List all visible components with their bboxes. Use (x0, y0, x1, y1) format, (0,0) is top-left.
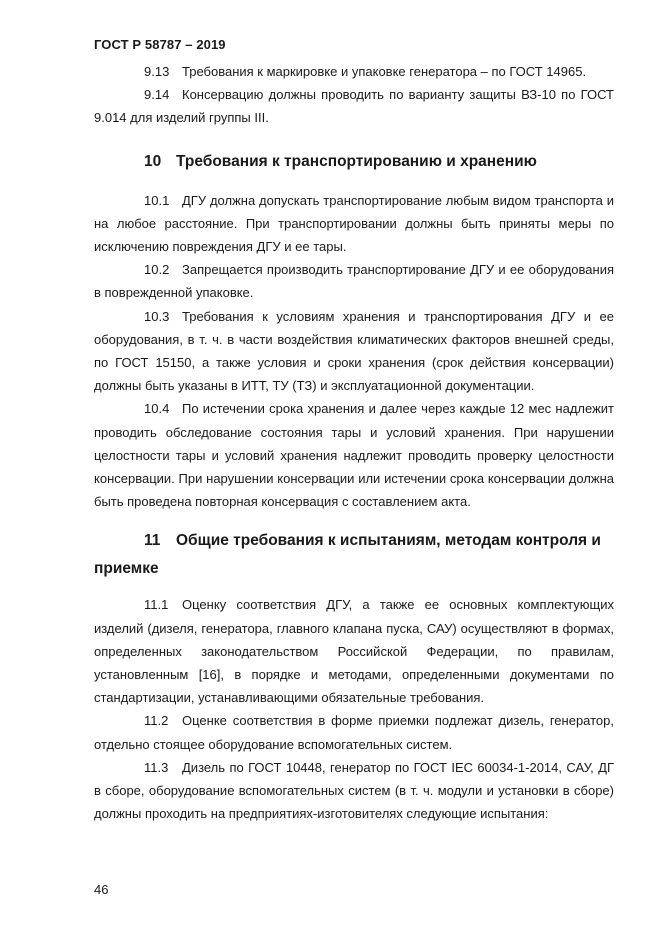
clause-text: ДГУ должна допускать транспортирование любым видом транспорта и на любое расстояние. При транспортировании должны быть приняты меры по исключению повреждения ДГУ и ее тары. (94, 192, 614, 255)
clause-number: 9.14 (144, 87, 170, 103)
section-10-heading (94, 148, 614, 176)
clause-11-2 (94, 709, 614, 755)
document-header: ГОСТ Р 58787 – 2019 (94, 37, 226, 52)
clause-number: 10.2 (144, 262, 170, 278)
clause-10-4 (94, 397, 614, 513)
clause-number: 11.3 (144, 759, 169, 775)
clause-number: 10.3 (144, 308, 170, 324)
clause-number: 10.1 (144, 192, 170, 208)
clause-text: Требования к условиям хранения и транспортирования ДГУ и ее оборудования, в т. ч. в части воздействия климатических факторов внешней среды, по ГОСТ 15150, а также условия и сроки хранения (срок действия консервации) должны быть указаны в ИТТ, ТУ (ТЗ) и эксплуатационной документации. (94, 308, 614, 394)
clause-text: Запрещается производить транспортирование ДГУ и ее оборудования в поврежденной упаковке. (94, 262, 614, 301)
section-number: 10 (144, 152, 162, 170)
clause-text: Оценку соответствия ДГУ, а также ее основных комплектующих изделий (дизеля, генератора, главного клапана пуска, САУ) осуществляют в формах, определенных законодательством Российской Федерации, по правилам, установленным [16], в порядке и методами, определенными документами по стандартизации, устанавливающими обязательные требования. (94, 597, 614, 706)
clause-10-2 (94, 258, 614, 304)
section-number: 11 (144, 532, 161, 550)
section-title: Требования к транспортированию и хранению (176, 152, 537, 170)
clause-text: Дизель по ГОСТ 10448, генератор по ГОСТ IEC 60034-1-2014, САУ, ДГ в сборе, оборудование вспомогательных систем (в т. ч. модули и установки в сборе) должны проходить на предприятиях-изготовителях следующие испытания: (94, 759, 614, 822)
clause-10-3 (94, 305, 614, 398)
clause-number: 11.1 (144, 597, 169, 613)
clause-11-1 (94, 593, 614, 709)
clause-9-13 (94, 60, 614, 83)
page-number: 46 (94, 882, 109, 897)
clause-number: 10.4 (144, 401, 170, 417)
clause-number: 11.2 (144, 713, 169, 729)
clause-11-3 (94, 756, 614, 826)
clause-text: По истечении срока хранения и далее через каждые 12 мес надлежит проводить обследование состояния тары и условий хранения. При нарушении целостности тары и условий хранения надлежит проводить проверку целостности консервации. При нарушении консервации или истечении срока консервации должна быть проведена повторная консервация с составлением акта. (94, 401, 614, 510)
document-body (94, 60, 614, 825)
clause-number: 9.13 (144, 64, 170, 79)
clause-9-14 (94, 83, 614, 129)
clause-text: Требования к маркировке и упаковке генератора – по ГОСТ 14965. (182, 64, 587, 79)
section-11-heading (94, 527, 614, 583)
clause-text: Оценке соответствия в форме приемки подлежат дизель, генератор, отдельно стоящее оборудование вспомогательных систем. (94, 713, 614, 752)
clause-text: Консервацию должны проводить по варианту защиты ВЗ-10 по ГОСТ 9.014 для изделий группы III. (94, 87, 614, 126)
section-title: Общие требования к испытаниям, методам контроля и приемке (94, 532, 601, 578)
clause-10-1 (94, 189, 614, 259)
